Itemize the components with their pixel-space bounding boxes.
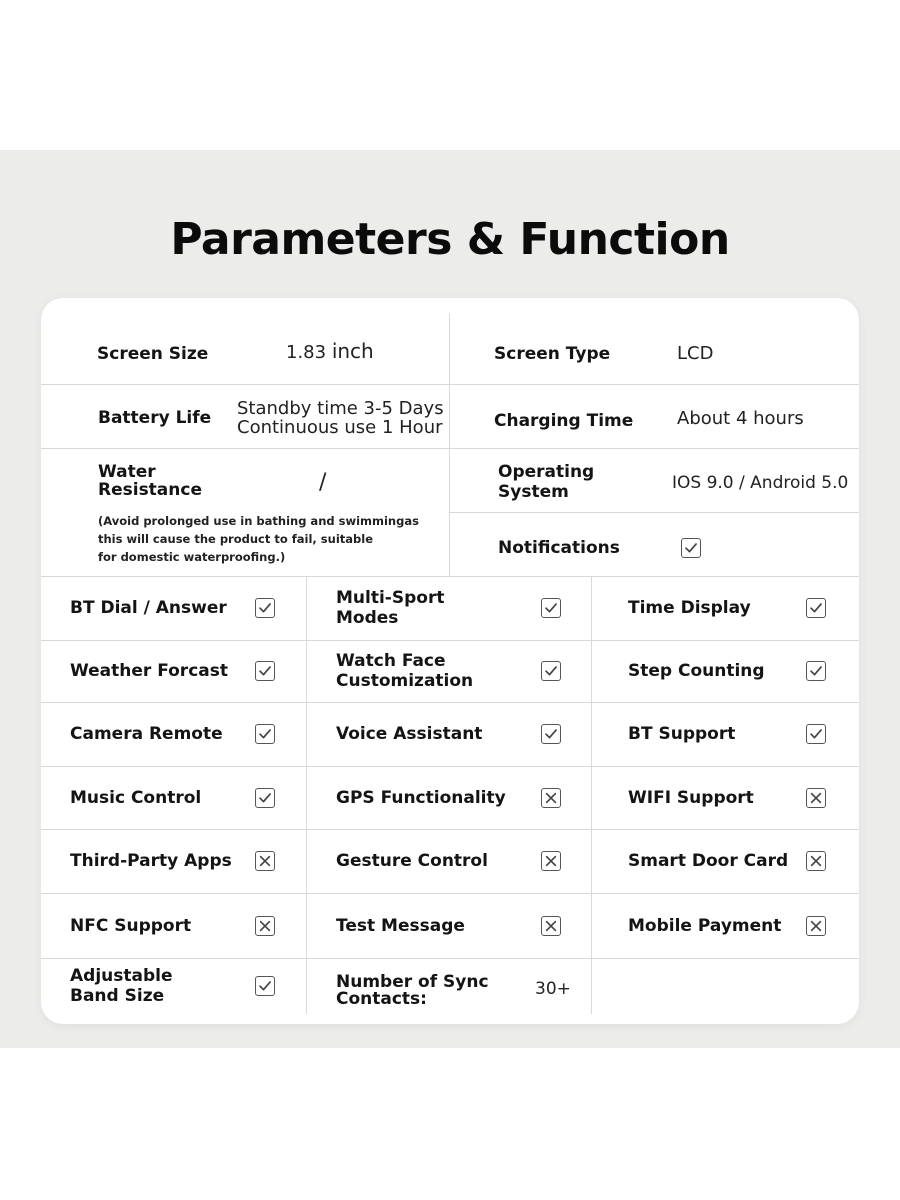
notifications-check-icon: [681, 538, 701, 558]
water-resistance-label-line2: Resistance: [98, 480, 202, 500]
spec-card: [41, 298, 859, 1024]
check-icon: [255, 976, 275, 996]
check-icon: [255, 788, 275, 808]
check-icon: [541, 661, 561, 681]
operating-system-label-line2: System: [498, 482, 569, 502]
cross-icon: [541, 788, 561, 808]
battery-life-value-line2: Continuous use 1 Hour: [237, 417, 443, 438]
feature-label-watch-face-customization: Watch Face: [336, 651, 446, 671]
cross-icon: [255, 851, 275, 871]
grid-line: [450, 512, 859, 513]
charging-time-label: Charging Time: [494, 411, 634, 431]
grid-line: [41, 384, 859, 385]
grid-line: [41, 702, 859, 703]
cross-icon: [541, 916, 561, 936]
grid-line: [449, 314, 450, 576]
check-icon: [806, 724, 826, 744]
sync-contacts-value: 30+: [535, 979, 571, 999]
water-note-line1: (Avoid prolonged use in bathing and swimmingas: [98, 514, 419, 528]
feature-label-camera-remote: Camera Remote: [70, 724, 223, 744]
check-icon: [255, 661, 275, 681]
feature-label-wifi-support: WIFI Support: [628, 787, 754, 808]
screen-size-value: 1.83 inch: [286, 339, 374, 363]
grid-line: [306, 576, 307, 1014]
screen-type-label: Screen Type: [494, 344, 611, 364]
feature-label-multi-sport-modes-line2: Modes: [336, 608, 399, 628]
check-icon: [541, 724, 561, 744]
grid-line: [41, 766, 859, 767]
charging-time-value: About 4 hours: [677, 408, 804, 429]
operating-system-label-line1: Operating: [498, 462, 595, 482]
grid-line: [41, 893, 859, 894]
notifications-label: Notifications: [498, 538, 620, 558]
check-icon: [255, 724, 275, 744]
feature-label-test-message: Test Message: [336, 915, 465, 936]
feature-label-gps-functionality: GPS Functionality: [336, 787, 506, 808]
cross-icon: [541, 851, 561, 871]
feature-label-adjustable-band-size: Adjustable: [70, 966, 173, 986]
grid-line: [41, 576, 859, 577]
water-resistance-label-line1: Water: [98, 462, 156, 482]
feature-label-bt-dial-answer: BT Dial / Answer: [70, 598, 227, 618]
battery-life-value-line1: Standby time 3-5 Days: [237, 398, 444, 419]
sync-contacts-label-line2: Contacts:: [336, 989, 427, 1009]
cross-icon: [806, 851, 826, 871]
feature-label-smart-door-card: Smart Door Card: [628, 851, 789, 871]
cross-icon: [806, 788, 826, 808]
feature-label-time-display: Time Display: [628, 598, 751, 618]
feature-label-voice-assistant: Voice Assistant: [336, 724, 483, 744]
page-title: Parameters & Function: [170, 214, 730, 265]
water-note-line3: for domestic waterproofing.): [98, 550, 286, 564]
cross-icon: [255, 916, 275, 936]
water-resistance-value: /: [319, 470, 327, 495]
feature-label-gesture-control: Gesture Control: [336, 851, 488, 871]
feature-label-watch-face-customization-line2: Customization: [336, 671, 474, 691]
feature-label-third-party-apps: Third-Party Apps: [70, 851, 232, 871]
check-icon: [255, 598, 275, 618]
feature-label-bt-support: BT Support: [628, 724, 736, 744]
feature-label-multi-sport-modes: Multi-Sport: [336, 588, 445, 608]
water-note-line2: this will cause the product to fail, suitable: [98, 532, 373, 546]
feature-label-mobile-payment: Mobile Payment: [628, 915, 782, 936]
check-icon: [806, 598, 826, 618]
feature-label-weather-forcast: Weather Forcast: [70, 661, 228, 681]
operating-system-value: IOS 9.0 / Android 5.0: [672, 473, 849, 493]
check-icon: [541, 598, 561, 618]
grid-line: [41, 640, 859, 641]
screen-size-label: Screen Size: [97, 344, 209, 364]
grid-line: [41, 958, 859, 959]
grid-line: [41, 829, 859, 830]
grid-line: [41, 448, 859, 449]
check-icon: [806, 661, 826, 681]
feature-label-step-counting: Step Counting: [628, 661, 765, 681]
cross-icon: [806, 916, 826, 936]
battery-life-label: Battery Life: [98, 408, 212, 428]
feature-label-music-control: Music Control: [70, 787, 202, 808]
feature-label-nfc-support: NFC Support: [70, 915, 192, 936]
grid-line: [591, 576, 592, 1014]
sync-contacts-label-line1: Number of Sync: [336, 972, 489, 992]
feature-label-adjustable-band-size-line2: Band Size: [70, 986, 165, 1006]
screen-type-value: LCD: [677, 343, 714, 364]
